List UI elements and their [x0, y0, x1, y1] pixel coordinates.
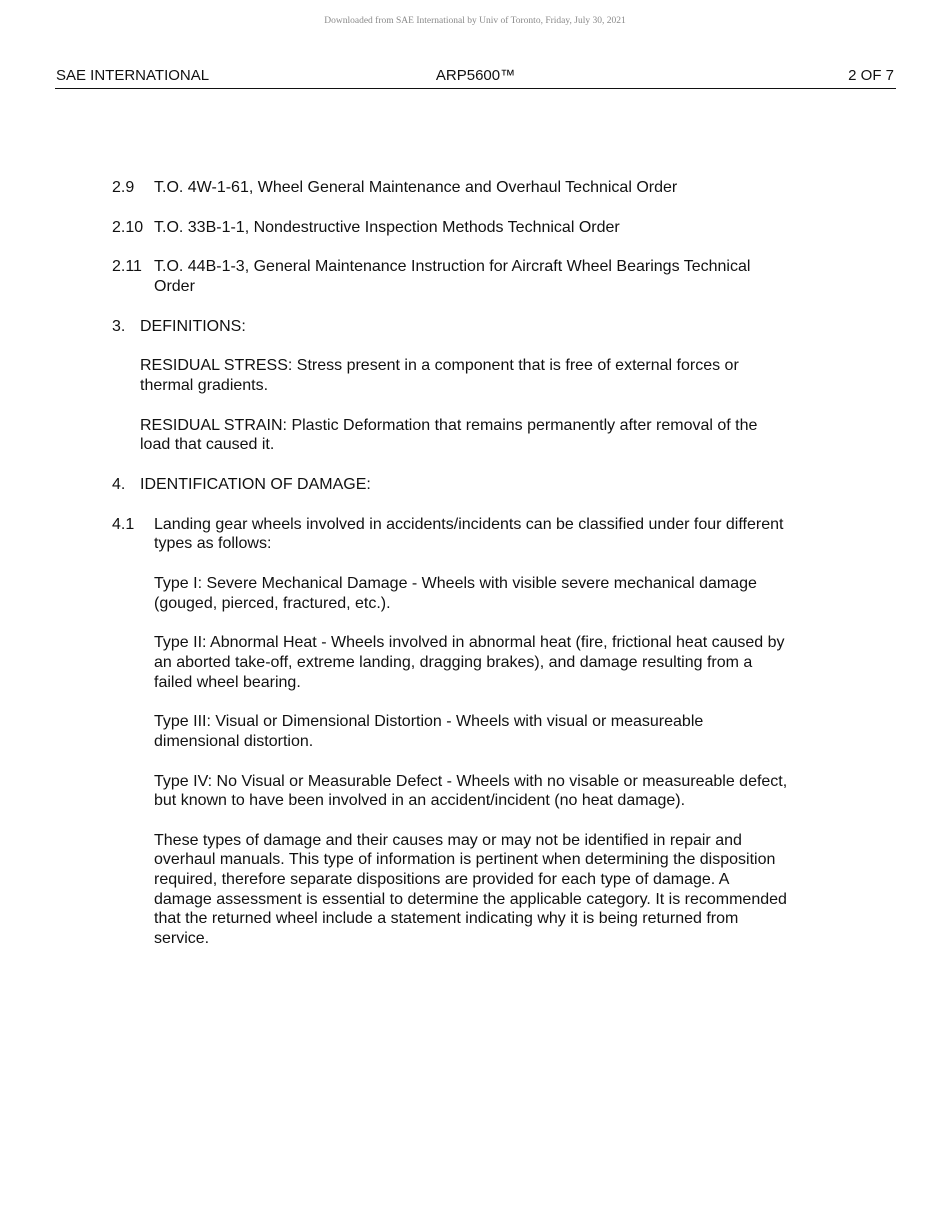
damage-type-1: Type I: Severe Mechanical Damage - Wheels with visible severe mechanical damage: [154, 575, 757, 592]
section-heading-damage: IDENTIFICATION OF DAMAGE:: [140, 476, 371, 493]
damage-summary: required, therefore separate dispositions are provided for each type of damage. A: [154, 871, 730, 888]
ref-number: 2.10: [112, 219, 144, 236]
subsection-number: 4.1: [112, 516, 135, 533]
damage-type-2: an aborted take-off, extreme landing, dragging brakes), and damage resulting from a: [154, 654, 753, 671]
ref-number: 2.11: [112, 258, 142, 275]
definition-residual-stress: RESIDUAL STRESS: Stress present in a component that is free of external forces or: [140, 357, 739, 374]
damage-summary: damage assessment is essential to determine the applicable category. It is recommended: [154, 891, 787, 908]
definition-residual-strain: load that caused it.: [140, 436, 275, 453]
damage-type-1: (gouged, pierced, fractured, etc.).: [154, 595, 391, 612]
download-watermark: Downloaded from SAE International by Univ of Toronto, Friday, July 30, 2021: [324, 16, 626, 26]
damage-summary: overhaul manuals. This type of information is pertinent when determining the disposition: [154, 851, 776, 868]
definition-residual-stress: thermal gradients.: [140, 377, 269, 394]
damage-type-4: Type IV: No Visual or Measurable Defect - Wheels with no visable or measureable defect,: [154, 773, 788, 790]
section-number: 3.: [112, 318, 126, 335]
damage-type-2: Type II: Abnormal Heat - Wheels involved in abnormal heat (fire, frictional heat caused by: [154, 634, 785, 651]
section-number: 4.: [112, 476, 126, 493]
subsection-text: types as follows:: [154, 535, 272, 552]
ref-text: T.O. 4W-1-61, Wheel General Maintenance and Overhaul Technical Order: [154, 179, 678, 196]
damage-type-2: failed wheel bearing.: [154, 674, 301, 691]
header-page-number: 2 OF 7: [848, 67, 894, 84]
header-org: SAE INTERNATIONAL: [56, 67, 210, 84]
damage-type-3: dimensional distortion.: [154, 733, 314, 750]
ref-text-line: Order: [154, 278, 195, 295]
damage-summary: These types of damage and their causes may or may not be identified in repair and: [154, 832, 742, 849]
ref-text: T.O. 33B-1-1, Nondestructive Inspection Methods Technical Order: [154, 219, 620, 236]
page-header: [55, 66, 896, 89]
ref-text-line: T.O. 44B-1-3, General Maintenance Instruction for Aircraft Wheel Bearings Technical: [154, 258, 751, 275]
damage-summary: that the returned wheel include a statement indicating why it is being returned from: [154, 910, 739, 927]
definition-residual-strain: RESIDUAL STRAIN: Plastic Deformation that remains permanently after removal of the: [140, 417, 758, 434]
damage-summary: service.: [154, 930, 210, 947]
ref-number: 2.9: [112, 179, 135, 196]
subsection-text: Landing gear wheels involved in accidents/incidents can be classified under four different: [154, 516, 784, 533]
damage-type-4: but known to have been involved in an accident/incident (no heat damage).: [154, 792, 686, 809]
section-heading-definitions: DEFINITIONS:: [140, 318, 246, 335]
header-doc-id: ARP5600™: [435, 67, 516, 84]
damage-type-3: Type III: Visual or Dimensional Distortion - Wheels with visual or measureable: [154, 713, 704, 730]
